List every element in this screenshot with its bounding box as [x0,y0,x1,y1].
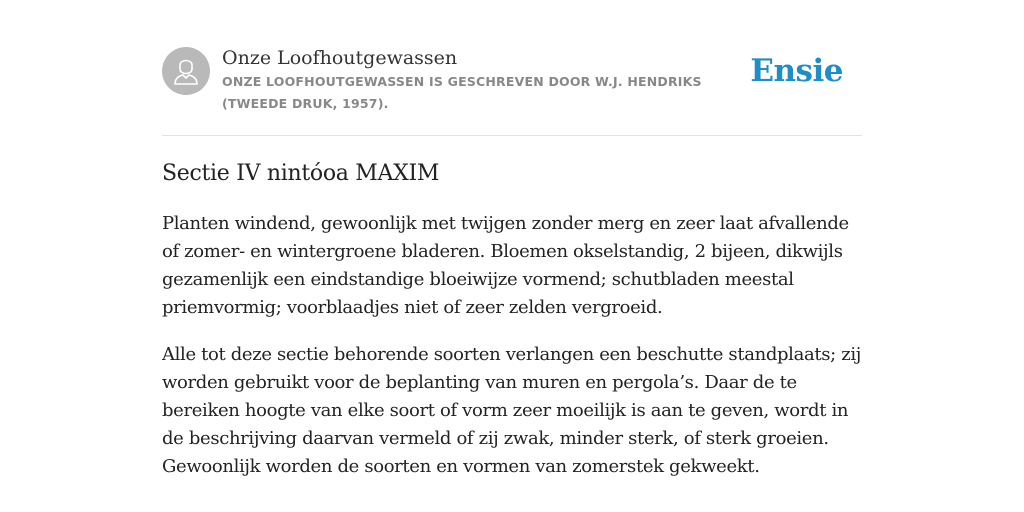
user-silhouette-icon[interactable] [162,47,210,95]
header-divider [162,135,862,136]
section-heading: Sectie IV nintóoa MAXIM [162,161,440,186]
book-title[interactable]: Onze Loofhoutgewassen [222,47,458,69]
book-info [222,46,762,115]
article-paragraph: Planten windend, gewoonlijk met twijgen zonder merg en zeer laat afvallende of zomer- en wintergroene bladeren. Bloemen okselstandig, 2 bijeen, dikwijls gezamenlijk een eindstandige bloeiwijze vormend; schutbladen meestal priemvormig; voorblaadjes niet of zeer zelden vergroeid. [162,213,849,318]
ensie-logo-link[interactable]: Ensie [750,53,843,89]
book-subtitle: ONZE LOOFHOUTGEWASSEN IS GESCHREVEN DOOR W.J. HENDRIKS (TWEEDE DRUK, 1957). [222,74,702,111]
article-paragraph: Alle tot deze sectie behorende soorten verlangen een beschutte standplaats; zij worden gebruikt voor de beplanting van muren en pergola’s. Daar de te bereiken hoogte van elke soort of vorm zeer moeilijk is aan te geven, wordt in de beschrijving daarvan vermeld of zij zwak, minder sterk, of sterk groeien. Gewoonlijk worden de soorten en vormen van zomerstek gekweekt. [162,344,861,477]
header [162,46,862,136]
article [162,158,862,500]
